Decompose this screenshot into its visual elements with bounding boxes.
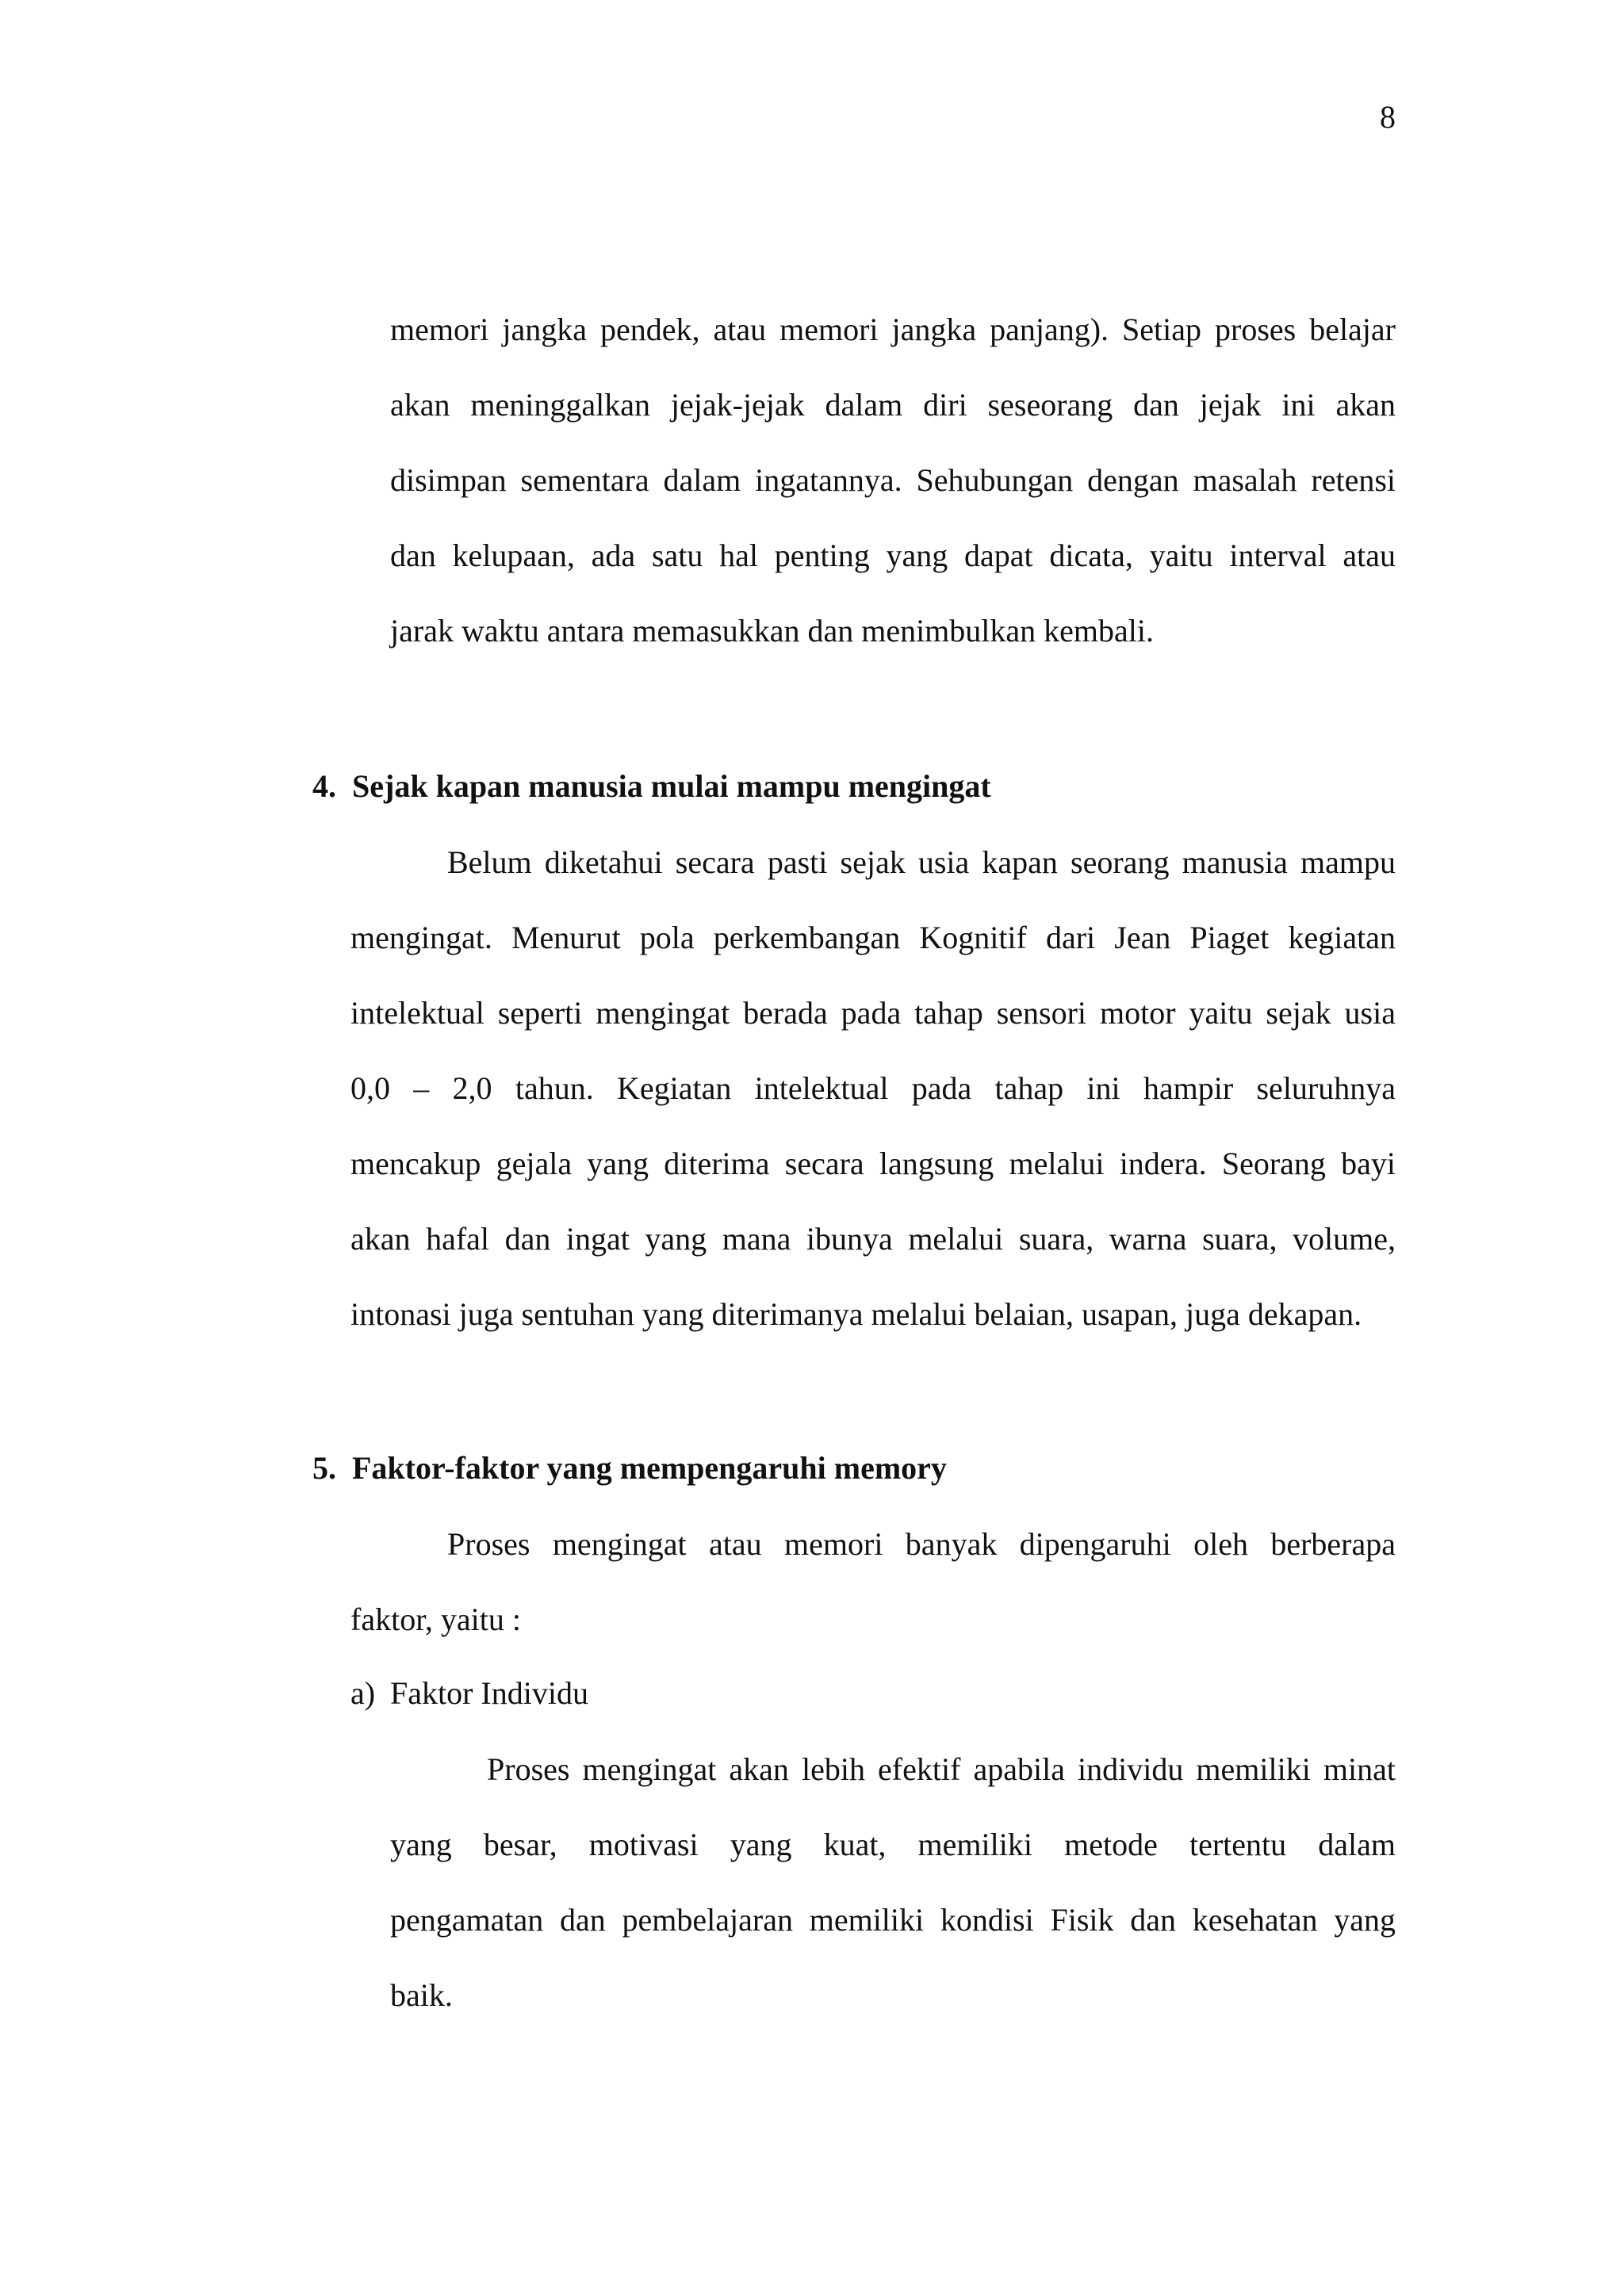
paragraph-line: baik. [390, 1977, 453, 2013]
paragraph-line: akan meninggalkan jejak-jejak dalam diri seseorang dan jejak ini akan [390, 387, 1396, 423]
paragraph-line: dan kelupaan, ada satu hal penting yang dapat dicata, yaitu interval atau [390, 538, 1396, 573]
section-title: Sejak kapan manusia mulai mampu mengingat [352, 768, 991, 804]
list-marker: a) [350, 1675, 376, 1711]
paragraph-line: pengamatan dan pembelajaran memiliki kondisi Fisik dan kesehatan yang [390, 1902, 1396, 1938]
sub-item-a-heading [350, 1670, 588, 1717]
section-number: 5. [312, 1450, 336, 1486]
paragraph-line: Proses mengingat akan lebih efektif apabila individu memiliki minat [487, 1751, 1396, 1787]
section-4-heading [312, 763, 991, 810]
paragraph-line: Belum diketahui secara pasti sejak usia kapan seorang manusia mampu [447, 844, 1396, 880]
paragraph-line: mengingat. Menurut pola perkembangan Kognitif dari Jean Piaget kegiatan [350, 920, 1396, 955]
sub-item-title: Faktor Individu [390, 1675, 588, 1711]
page-number: 8 [1380, 99, 1396, 135]
intro-paragraph [390, 306, 1396, 683]
paragraph-line: mencakup gejala yang diterima secara langsung melalui indera. Seorang bayi [350, 1146, 1396, 1181]
paragraph-line: Proses mengingat atau memori banyak dipengaruhi oleh berberapa [447, 1526, 1396, 1562]
paragraph-line: disimpan sementara dalam ingatannya. Sehubungan dengan masalah retensi [390, 462, 1396, 498]
section-5-paragraph [350, 1521, 1396, 1671]
paragraph-line: intelektual seperti mengingat berada pada tahap sensori motor yaitu sejak usia [350, 995, 1396, 1031]
section-4-paragraph [350, 839, 1396, 1366]
paragraph-line: 0,0 – 2,0 tahun. Kegiatan intelektual pada tahap ini hampir seluruhnya [350, 1070, 1396, 1106]
paragraph-line: yang besar, motivasi yang kuat, memiliki metode tertentu dalam [390, 1827, 1396, 1862]
paragraph-line: faktor, yaitu : [350, 1601, 521, 1637]
section-title: Faktor-faktor yang mempengaruhi memory [352, 1450, 947, 1486]
section-5-heading [312, 1445, 947, 1492]
section-number: 4. [312, 768, 336, 804]
paragraph-line: jarak waktu antara memasukkan dan menimbulkan kembali. [390, 613, 1155, 649]
paragraph-line: akan hafal dan ingat yang mana ibunya melalui suara, warna suara, volume, [350, 1221, 1396, 1257]
sub-item-a-paragraph [390, 1746, 1396, 2047]
paragraph-line: memori jangka pendek, atau memori jangka panjang). Setiap proses belajar [390, 312, 1396, 347]
paragraph-line: intonasi juga sentuhan yang diterimanya melalui belaian, usapan, juga dekapan. [350, 1296, 1362, 1332]
